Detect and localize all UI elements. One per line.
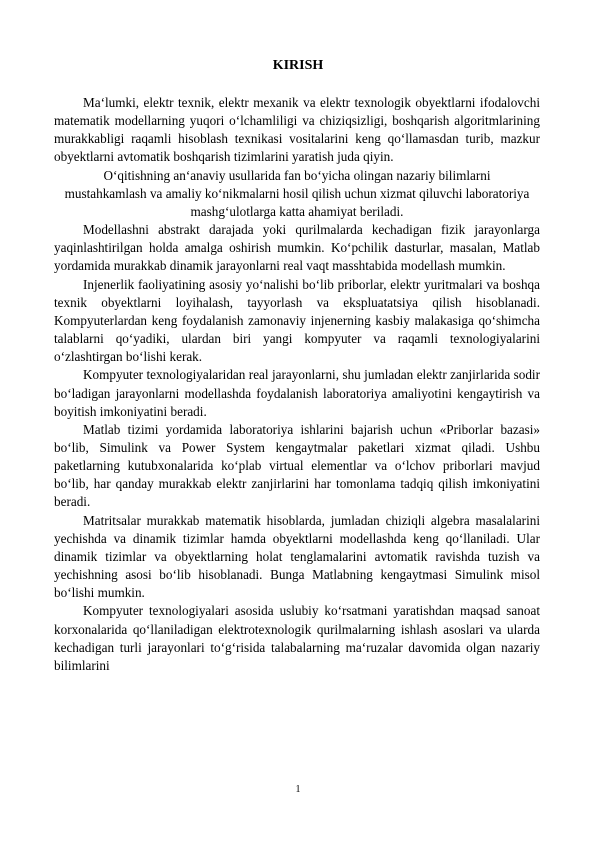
paragraph-7: Matritsalar murakkab matematik hisoblarda, jumladan chiziqli algebra masalalarini yechishda va dinamik tizimlar hamda obyektlarni modellashda keng qo‘llaniladi. Ular dinamik tizimlar va obyektlarning holat tenglamalarini avtomatik ravishda tuzish va yechishning asosi bo‘lib hisoblanadi. Bunga Matlabning kengaytmasi Simulink misol bo‘lishi mumkin.: [54, 512, 540, 601]
paragraph-6: Matlab tizimi yordamida laboratoriya ishlarini bajarish uchun «Priborlar bazasi» bo‘lib, Simulink va Power System kengaytmalar paketlari xizmat qiladi. Ushbu paketlarning kutubxonalarida ko‘plab virtual elementlar va o‘lchov priborlari mavjud bo‘lib, har qanday murakkab elektr zanjirlarini har tomonlama tadqiq qilish imkoniyatini beradi.: [54, 421, 540, 510]
paragraph-4: Injenerlik faoliyatining asosiy yo‘nalishi bo‘lib priborlar, elektr yuritmalari va boshqa texnik obyektlarni loyihalash, tayyorlash va ekspluatatsiya qilish hisoblanadi. Kompyuterlardan keng foydalanish zamonaviy injenerning kasbiy malakasiga qo‘shimcha talablarni qo‘yadiki, ulardan biri yangi kompyuter va raqamli texnologiyalarini o‘zlashtirgan bo‘lishi kerak.: [54, 276, 540, 365]
paragraph-2: O‘qitishning an‘anaviy usullarida fan bo‘yicha olingan nazariy bilimlarni mustahkamlash va amaliy ko‘nikmalarni hosil qilish uchun xizmat qiluvchi laboratoriya mashg‘ulotlarga katta ahamiyat beriladi.: [64, 167, 530, 219]
paragraph-3: Modellashni abstrakt darajada yoki qurilmalarda kechadigan fizik jarayonlarga yaqinlashtirilgan holda amalga oshirish mumkin. Ko‘pchilik dasturlar, masalan, Matlab yordamida murakkab dinamik jarayonlarni real vaqt masshtabida modellash mumkin.: [54, 222, 540, 274]
page-number: 1: [295, 784, 301, 795]
paragraph-5: Kompyuter texnologiyalaridan real jarayonlarni, shu jumladan elektr zanjirlarida sodir bo‘ladigan jarayonlarni modellashda foydalanish laboratoriya amaliyotini kengaytirish va boyitish imkoniyatini beradi.: [54, 367, 540, 419]
page-title: KIRISH: [272, 58, 324, 73]
paragraph-8: Kompyuter texnologiyalari asosida uslubiy ko‘rsatmani yaratishdan maqsad sanoat korxonalarida qo‘llaniladigan elektrotexnologik qurilmalarning ishlash asoslari va ularda kechadigan turli jarayonlari to‘g‘risida talabalarning ma‘ruzalar davomida olgan nazariy bilimlarini: [54, 603, 540, 673]
body-text: [54, 94, 540, 675]
paragraph-1: Ma‘lumki, elektr texnik, elektr mexanik va elektr texnologik obyektlarni ifodalovchi matematik modellarning yuqori o‘lchamliligi va chiziqsizligi, boshqarish algoritmlarining murakkabligi raqamli hisoblash texnikasi vositalarini keng qo‘llamasdan turib, mazkur obyektlarni avtomatik boshqarish tizimlarini yaratish juda qiyin.: [54, 95, 540, 165]
